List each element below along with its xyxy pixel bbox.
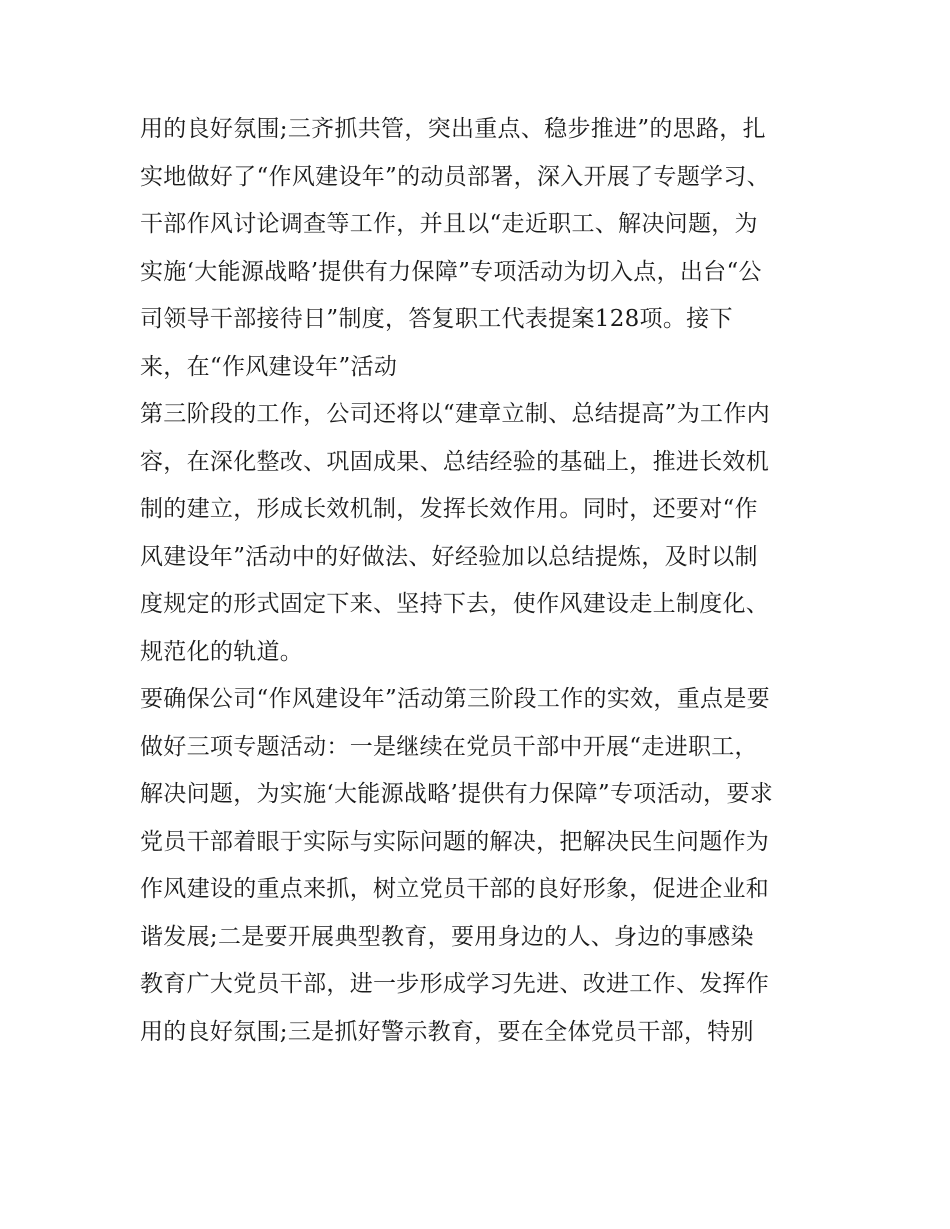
text-line: 司领导干部接待日”制度，答复职工代表提案128项。接下 [140,306,733,332]
text-line: 干部作风讨论调查等工作，并且以“走近职工、解决问题，为 [140,211,758,237]
text-line: 实施‘大能源战略’提供有力保障”专项活动为切入点，出台“公 [140,258,762,285]
text-line: 来，在“作风建设年”活动 [140,353,398,380]
text-line: 作风建设的重点来抓，树立党员干部的良好形象，促进企业和 [140,876,770,902]
text-line: 容，在深化整改、巩固成果、总结经验的基础上，推进长效机 [140,448,770,475]
text-line: 教育广大党员干部，进一步形成学习先进、改进工作、发挥作 [140,971,770,997]
text-line: 党员干部着眼于实际与实际问题的解决，把解决民生问题作为 [140,828,770,855]
document-body [140,106,830,1056]
text-line: 规范化的轨道。 [140,638,304,665]
text-line: 用的良好氛围;三齐抓共管，突出重点、稳步推进”的思路，扎 [140,116,766,142]
text-line: 风建设年”活动中的好做法、好经验加以总结提炼，及时以制 [140,543,758,570]
text-line: 度规定的形式固定下来、坚持下去，使作风建设走上制度化、 [140,591,770,617]
text-line: 解决问题，为实施‘大能源战略’提供有力保障”专项活动，要求 [140,781,774,807]
text-line: 制的建立，形成长效机制，发挥长效作用。同时，还要对“作 [140,496,758,522]
text-line: 谐发展;二是要开展典型教育，要用身边的人、身边的事感染 [140,923,754,950]
text-line: 实地做好了“作风建设年”的动员部署，深入开展了专题学习、 [140,163,770,190]
text-line: 要确保公司“作风建设年”活动第三阶段工作的实效，重点是要 [140,686,770,712]
text-line: 用的良好氛围;三是抓好警示教育，要在全体党员干部，特别 [140,1018,754,1045]
text-line: 第三阶段的工作，公司还将以“建章立制、总结提高”为工作内 [140,401,770,427]
text-line: 做好三项专题活动：一是继续在党员干部中开展“走进职工， [140,733,758,760]
